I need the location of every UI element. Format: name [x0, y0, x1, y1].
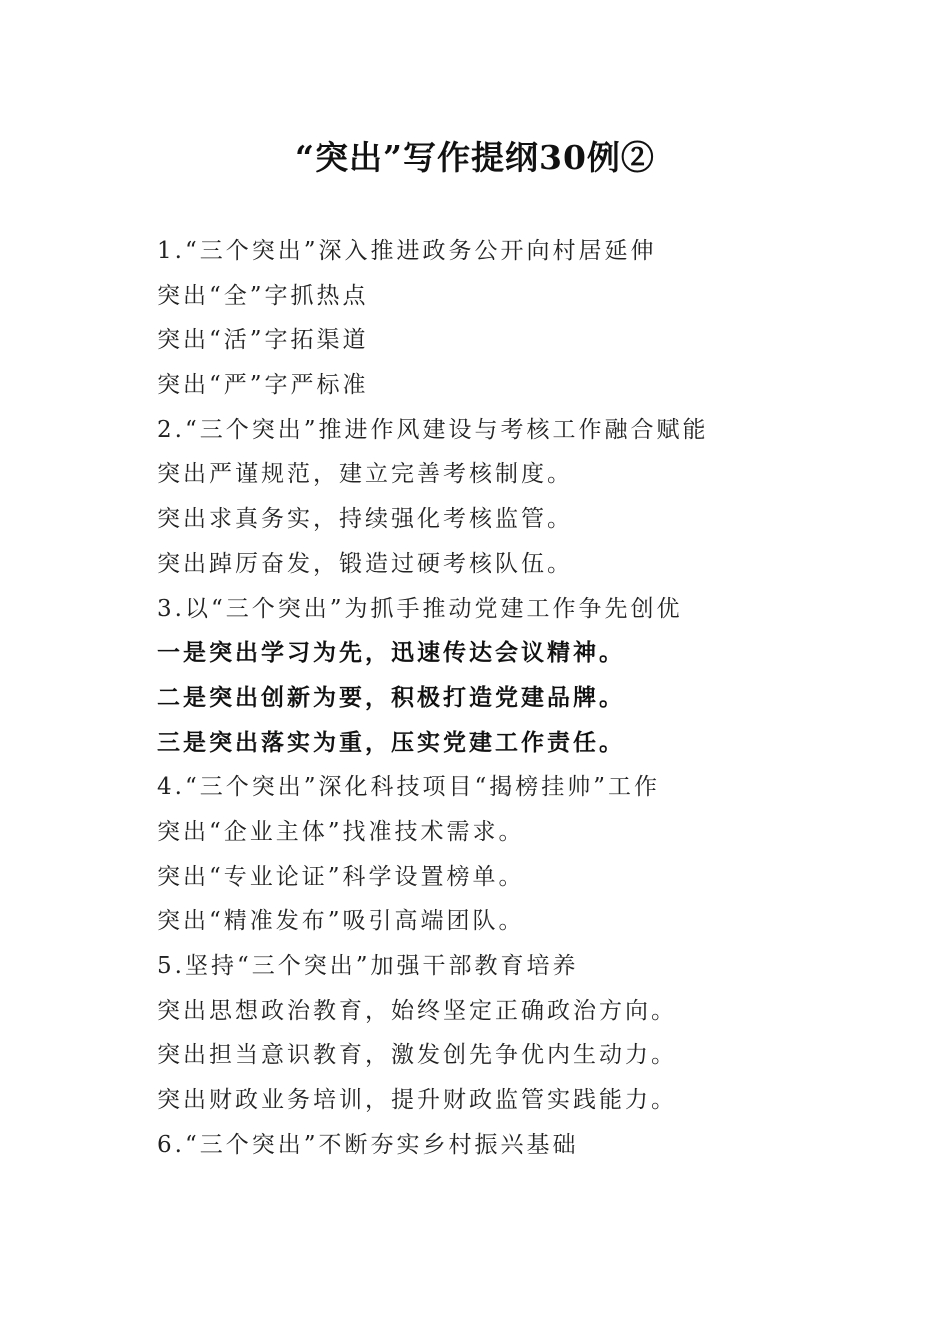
- text-line: 突出“企业主体”找准技术需求。: [157, 818, 525, 845]
- text-line: 5.坚持“三个突出”加强干部教育培养: [157, 953, 579, 979]
- text-line: 3.以“三个突出”为抓手推动党建工作争先创优: [157, 595, 683, 622]
- text-line: 二是突出创新为要，积极打造党建品牌。: [157, 683, 625, 711]
- text-line: 突出“专业论证”科学设置榜单。: [157, 863, 525, 890]
- text-line: 突出思想政治教育，始终坚定正确政治方向。: [157, 997, 677, 1024]
- text-line: 突出“精准发布”吸引高端团队。: [157, 908, 525, 935]
- text-line: 4.“三个突出”深化科技项目“揭榜挂帅”工作: [157, 774, 660, 801]
- text-line: 突出“全”字抓热点: [157, 282, 369, 309]
- text-line: 突出“活”字拓渠道: [157, 327, 369, 354]
- document-body: [157, 229, 877, 1167]
- text-line: 6.“三个突出”不断夯实乡村振兴基础: [157, 1131, 579, 1158]
- text-line: 突出求真务实，持续强化考核监管。: [157, 506, 573, 533]
- text-line: 突出踔厉奋发，锻造过硬考核队伍。: [157, 550, 573, 577]
- text-line: 三是突出落实为重，压实党建工作责任。: [157, 728, 625, 756]
- text-line: 突出担当意识教育，激发创先争优内生动力。: [157, 1042, 677, 1069]
- text-line: 2.“三个突出”推进作风建设与考核工作融合赋能: [157, 416, 709, 443]
- text-line: 一是突出学习为先，迅速传达会议精神。: [157, 639, 625, 667]
- document-title: “突出”写作提纲30例②: [295, 138, 655, 177]
- text-line: 突出“严”字严标准: [157, 372, 369, 399]
- text-line: 1.“三个突出”深入推进政务公开向村居延伸: [157, 238, 657, 264]
- text-line: 突出严谨规范，建立完善考核制度。: [157, 461, 573, 488]
- text-line: 突出财政业务培训，提升财政监管实践能力。: [157, 1087, 677, 1114]
